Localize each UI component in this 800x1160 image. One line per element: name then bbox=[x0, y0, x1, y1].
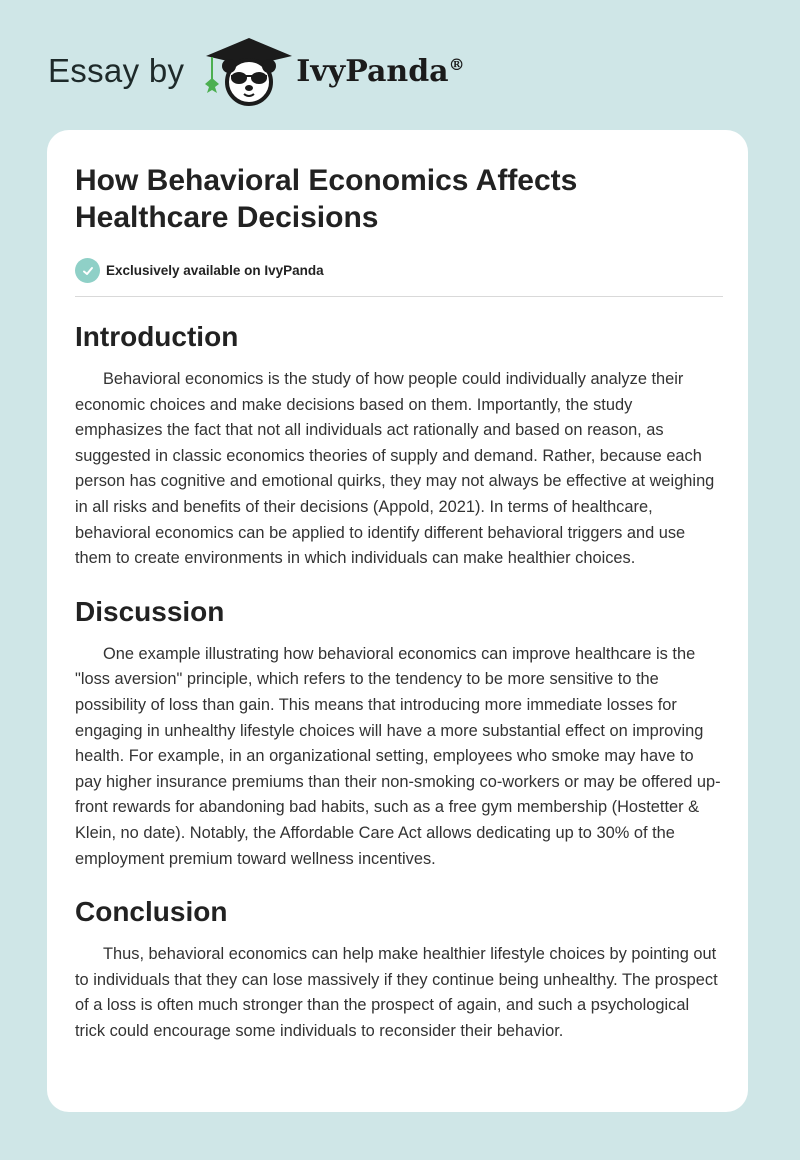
ivypanda-panda-logo-icon bbox=[204, 36, 294, 106]
section-heading-discussion: Discussion bbox=[75, 595, 225, 627]
exclusive-badge bbox=[75, 258, 723, 283]
essay-by-label: Essay by bbox=[48, 52, 185, 89]
section-text-introduction: Behavioral economics is the study of how people could individually analyze their economic choices and make decisions based on them. Importantly, the study emphasizes the fact that not all individuals act rationally and based on reason, as suggested in classic economics theories of supply and demand. Rather, because each person has cognitive and emotional quirks, they may not always be effective at weighing in all risks and benefits of their decisions (Appold, 2021). In terms of healthcare, behavioral economics can be applied to identify different behavioral triggers and use them to create environments in which individuals can make healthier choices. bbox=[75, 370, 715, 568]
section-text-conclusion: Thus, behavioral economics can help make healthier lifestyle choices by pointing out to individuals that they can lose massively if they continue being unhealthy. The prospect of a loss is often much stronger than the prospect of again, and such a psychological trick could encourage some individuals to reconsider their behavior. bbox=[75, 945, 718, 1040]
check-circle-icon bbox=[75, 258, 100, 283]
brand-name: IvyPanda® bbox=[296, 53, 465, 89]
divider bbox=[75, 296, 723, 297]
site-header bbox=[48, 36, 465, 106]
section-text-discussion: One example illustrating how behavioral economics can improve healthcare is the "loss aversion" principle, which refers to the tendency to be more sensitive to the possibility of loss than gain. This means that introducing more immediate losses for engaging in unhealthy lifestyle choices will have a more substantial effect on improving health. For example, in an organizational setting, employees who smoke may have to pay higher insurance premiums than their non-smoking co-workers or may be offered up-front rewards for abandoning bad habits, such as a free gym membership (Hostetter & Klein, no date). Notably, the Affordable Care Act allows dedicating up to 30% of the employment premium toward wellness incentives. bbox=[75, 644, 721, 868]
section-heading-conclusion: Conclusion bbox=[75, 896, 228, 928]
badge-text: Exclusively available on IvyPanda bbox=[106, 263, 324, 278]
section-heading-introduction: Introduction bbox=[75, 321, 239, 352]
essay-card bbox=[47, 130, 748, 1112]
essay-title: How Behavioral Economics Affects Healthcare Decisions bbox=[75, 164, 578, 234]
